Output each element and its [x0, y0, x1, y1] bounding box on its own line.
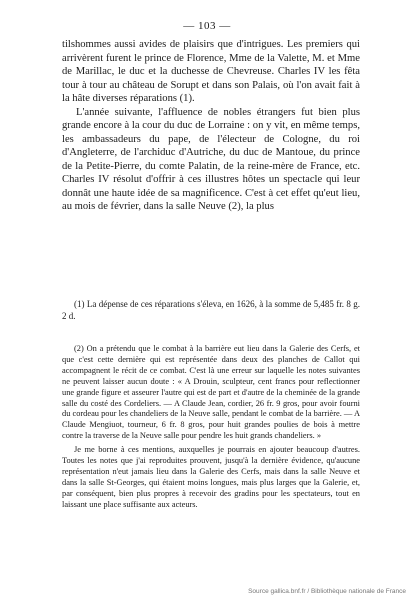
page-number: — 103 —	[183, 20, 231, 32]
footnote-2-text: (2) On a prétendu que le combat à la barrière eut lieu dans la Galerie des Cerfs, et que c'est cette dernière qui est représentée dans deux des planches de Callot qui accompagnent le récit de ce combat. C'est là une erreur sur laquelle les notes suivantes ne peuvent laisser aucun doute : « A Drouin, sculpteur, cent francs pour reflectionner une grande figure et asseurer l'autre qui est de part et d'autre de la cheminée de la grande salle du costé des Cordeliers. — A Claude Jean, cordier, 26 fr. 9 gros, pour avoir fourni du cordeau pour les chandeliers de la Neuve salle, pendant le combat de la barrière. — A Claude Mengiuot, tourneur, 6 fr. 8 gros, pour huit grandes poulies de bois à mettre contre la traverse de la Neuve salle pour pendre les huit grands chandeliers. »	[62, 344, 360, 441]
footnote-2	[62, 344, 360, 511]
footnote-2-continuation: Je me borne à ces mentions, auxquelles je pourrais en ajouter beaucoup d'autres. Toutes les notes que j'ai reproduites prouvent, jusqu'à la dernière évidence, qu'aucune représentation n'eut jamais lieu dans la Galerie des Cerfs, mais dans la salle Neuve et dans la salle St-Georges, qui étaient moins longues, mais plus larges que la Galerie, et, par conséquent, bien plus propres à recevoir des gradins pour les spectateurs, tout en laissant une place suffisante aux acteurs.	[62, 445, 360, 509]
source-credit: Source gallica.bnf.fr / Bibliothèque nationale de France	[248, 588, 406, 595]
footnote-1-text: (1) La dépense de ces réparations s'éleva, en 1626, à la somme de 5,485 fr. 8 g. 2 d.	[62, 299, 360, 321]
footnote-1	[62, 299, 360, 322]
paragraph-2: L'année suivante, l'affluence de nobles étrangers fut bien plus grande encore à la cour du duc de Lorraine : on y vit, en même temps, les ambassadeurs du pape, de l'électeur de Cologne, du roi d'Angleterre, de l'archiduc d'Autriche, du duc de Mantoue, du prince de la Petite-Pierre, du comte Palatin, de la reine-mère de France, etc. Charles IV résolut d'offrir à ces illustres hôtes un spectacle qui leur donnât une haute idée de sa magnificence. C'est à cet effet qu'eut lieu, au mois de février, dans la salle Neuve (2), la plus	[62, 106, 360, 212]
paragraph-1: tilshommes aussi avides de plaisirs que d'intrigues. Les premiers qui arrivèrent furent le prince de Florence, Mme de la Valette, M. et Mme de Marillac, le duc et la duchesse de Chevreuse. Charles IV les fêta tour à tour au château de Sorupt et dans son Palais, où l'on avait fait à la hâte diverses réparations (1).	[62, 39, 360, 104]
main-text	[62, 38, 360, 214]
